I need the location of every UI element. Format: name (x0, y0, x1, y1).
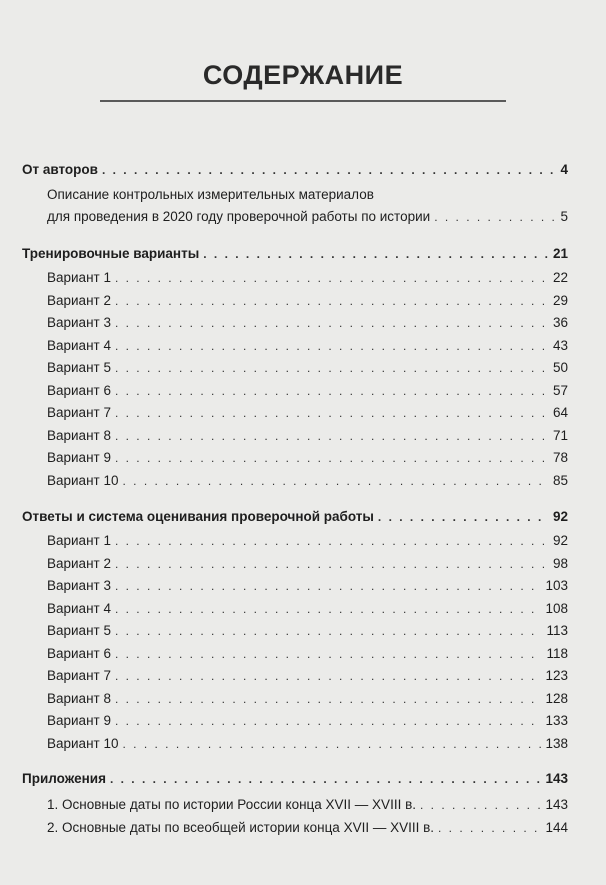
toc-item[interactable] (0, 575, 606, 597)
toc-section-authors[interactable] (0, 159, 606, 181)
toc-page-number: 98 (552, 555, 568, 571)
toc-item[interactable] (0, 553, 606, 575)
toc-item[interactable] (0, 620, 606, 642)
toc-item[interactable] (0, 710, 606, 732)
toc-page-number: 138 (545, 735, 568, 751)
toc-page-number: 78 (552, 450, 568, 465)
dot-leader (115, 710, 542, 732)
toc-page-number: 50 (552, 360, 568, 375)
toc-item[interactable] (0, 665, 606, 687)
toc-page-number: 64 (552, 405, 568, 420)
toc-item[interactable] (0, 447, 606, 469)
toc-label: Вариант 9 (47, 450, 111, 465)
toc-item[interactable] (0, 290, 606, 312)
toc-item[interactable] (0, 530, 606, 552)
dot-leader (115, 688, 542, 710)
dot-leader (122, 733, 541, 755)
toc-label: Вариант 8 (47, 690, 111, 706)
toc-item[interactable] (0, 643, 606, 665)
toc-page-number: 22 (552, 270, 568, 285)
toc-label: Вариант 2 (47, 292, 111, 308)
toc-label: Вариант 9 (47, 713, 111, 728)
dot-leader (115, 380, 549, 402)
dot-leader (115, 290, 549, 312)
dot-leader (115, 402, 549, 424)
toc-label: Приложения (22, 771, 106, 786)
dot-leader (115, 267, 549, 289)
toc-page-number: 143 (545, 797, 568, 812)
toc-label: Вариант 7 (47, 405, 111, 420)
dot-leader (115, 312, 549, 334)
dot-leader (102, 159, 557, 181)
toc-page-number: 144 (545, 819, 568, 835)
toc-label: От авторов (22, 162, 98, 177)
toc-label: Вариант 5 (47, 623, 111, 638)
toc-label: 1. Основные даты по истории России конца XVII — XVIII в. (47, 797, 416, 812)
toc-page-number: 143 (545, 771, 568, 786)
toc-item[interactable] (0, 688, 606, 710)
toc-label: Тренировочные варианты (22, 246, 200, 261)
dot-leader (115, 643, 543, 665)
dot-leader (115, 553, 549, 575)
dot-leader (438, 817, 541, 839)
toc-page-number: 71 (552, 427, 568, 443)
toc-label: 2. Основные даты по всеобщей истории конца XVII — XVIII в. (47, 819, 435, 835)
dot-leader (115, 335, 549, 357)
toc-page-number: 43 (552, 337, 568, 353)
dot-leader (420, 794, 541, 816)
toc-label: Вариант 6 (47, 382, 111, 398)
dot-leader (122, 470, 548, 492)
toc-item[interactable] (0, 733, 606, 755)
dot-leader (115, 598, 542, 620)
toc-label: Вариант 3 (47, 315, 111, 330)
toc-page-number: 4 (560, 162, 568, 177)
page-title: СОДЕРЖАНИЕ (202, 60, 404, 90)
dot-leader (378, 506, 549, 528)
toc-item[interactable] (0, 335, 606, 357)
toc-item-description[interactable] (0, 206, 606, 228)
toc-page-number: 92 (552, 509, 568, 524)
toc-item[interactable] (0, 267, 606, 289)
dot-leader (115, 357, 549, 379)
toc-label: Вариант 3 (47, 578, 111, 593)
toc-page-number: 123 (545, 668, 568, 683)
toc-page-number: 36 (552, 315, 568, 330)
dot-leader (115, 665, 542, 687)
toc-page-number: 133 (545, 713, 568, 728)
toc-label: Вариант 1 (47, 270, 111, 285)
toc-item[interactable] (0, 380, 606, 402)
dot-leader (203, 243, 549, 265)
toc-page-number: 128 (545, 690, 568, 706)
dot-leader (115, 530, 549, 552)
toc-page-number: 57 (552, 382, 568, 398)
toc-label: Вариант 10 (47, 472, 119, 488)
toc-item[interactable] (0, 357, 606, 379)
dot-leader (115, 447, 549, 469)
dot-leader (434, 206, 556, 228)
toc-item[interactable] (0, 402, 606, 424)
toc-item[interactable] (0, 598, 606, 620)
toc-section-answers[interactable] (0, 506, 606, 528)
toc-label: Вариант 8 (47, 427, 111, 443)
toc-page-number: 118 (546, 645, 568, 661)
toc-section-appendix[interactable] (0, 768, 606, 790)
toc-label: Вариант 6 (47, 645, 111, 661)
toc-section-training[interactable] (0, 243, 606, 265)
toc-description-line1: Описание контрольных измерительных материалов (47, 187, 374, 202)
toc-item[interactable] (0, 312, 606, 334)
dot-leader (115, 425, 549, 447)
toc-item[interactable] (0, 817, 606, 839)
toc-label: Вариант 5 (47, 360, 111, 375)
toc-item[interactable] (0, 425, 606, 447)
toc-page-number: 21 (552, 246, 568, 261)
toc-label: Ответы и система оценивания проверочной работы (22, 509, 374, 524)
title-underline (100, 100, 506, 102)
toc-page-number: 92 (552, 533, 568, 548)
toc-page-number: 108 (545, 600, 568, 616)
toc-page-number: 113 (546, 623, 568, 638)
toc-label: Вариант 4 (47, 600, 111, 616)
dot-leader (115, 575, 542, 597)
toc-label: Вариант 2 (47, 555, 111, 571)
toc-page-number: 29 (552, 292, 568, 308)
toc-label: Вариант 4 (47, 337, 111, 353)
toc-item[interactable] (0, 794, 606, 816)
toc-item[interactable] (0, 470, 606, 492)
toc-page-number: 85 (552, 472, 568, 488)
dot-leader (115, 620, 543, 642)
toc-page-number: 103 (545, 578, 568, 593)
toc-label: для проведения в 2020 году проверочной работы по истории (47, 209, 431, 224)
toc-label: Вариант 10 (47, 735, 119, 751)
toc-label: Вариант 1 (47, 533, 111, 548)
toc-page-number: 5 (560, 209, 568, 224)
toc-label: Вариант 7 (47, 668, 111, 683)
dot-leader (110, 768, 542, 790)
